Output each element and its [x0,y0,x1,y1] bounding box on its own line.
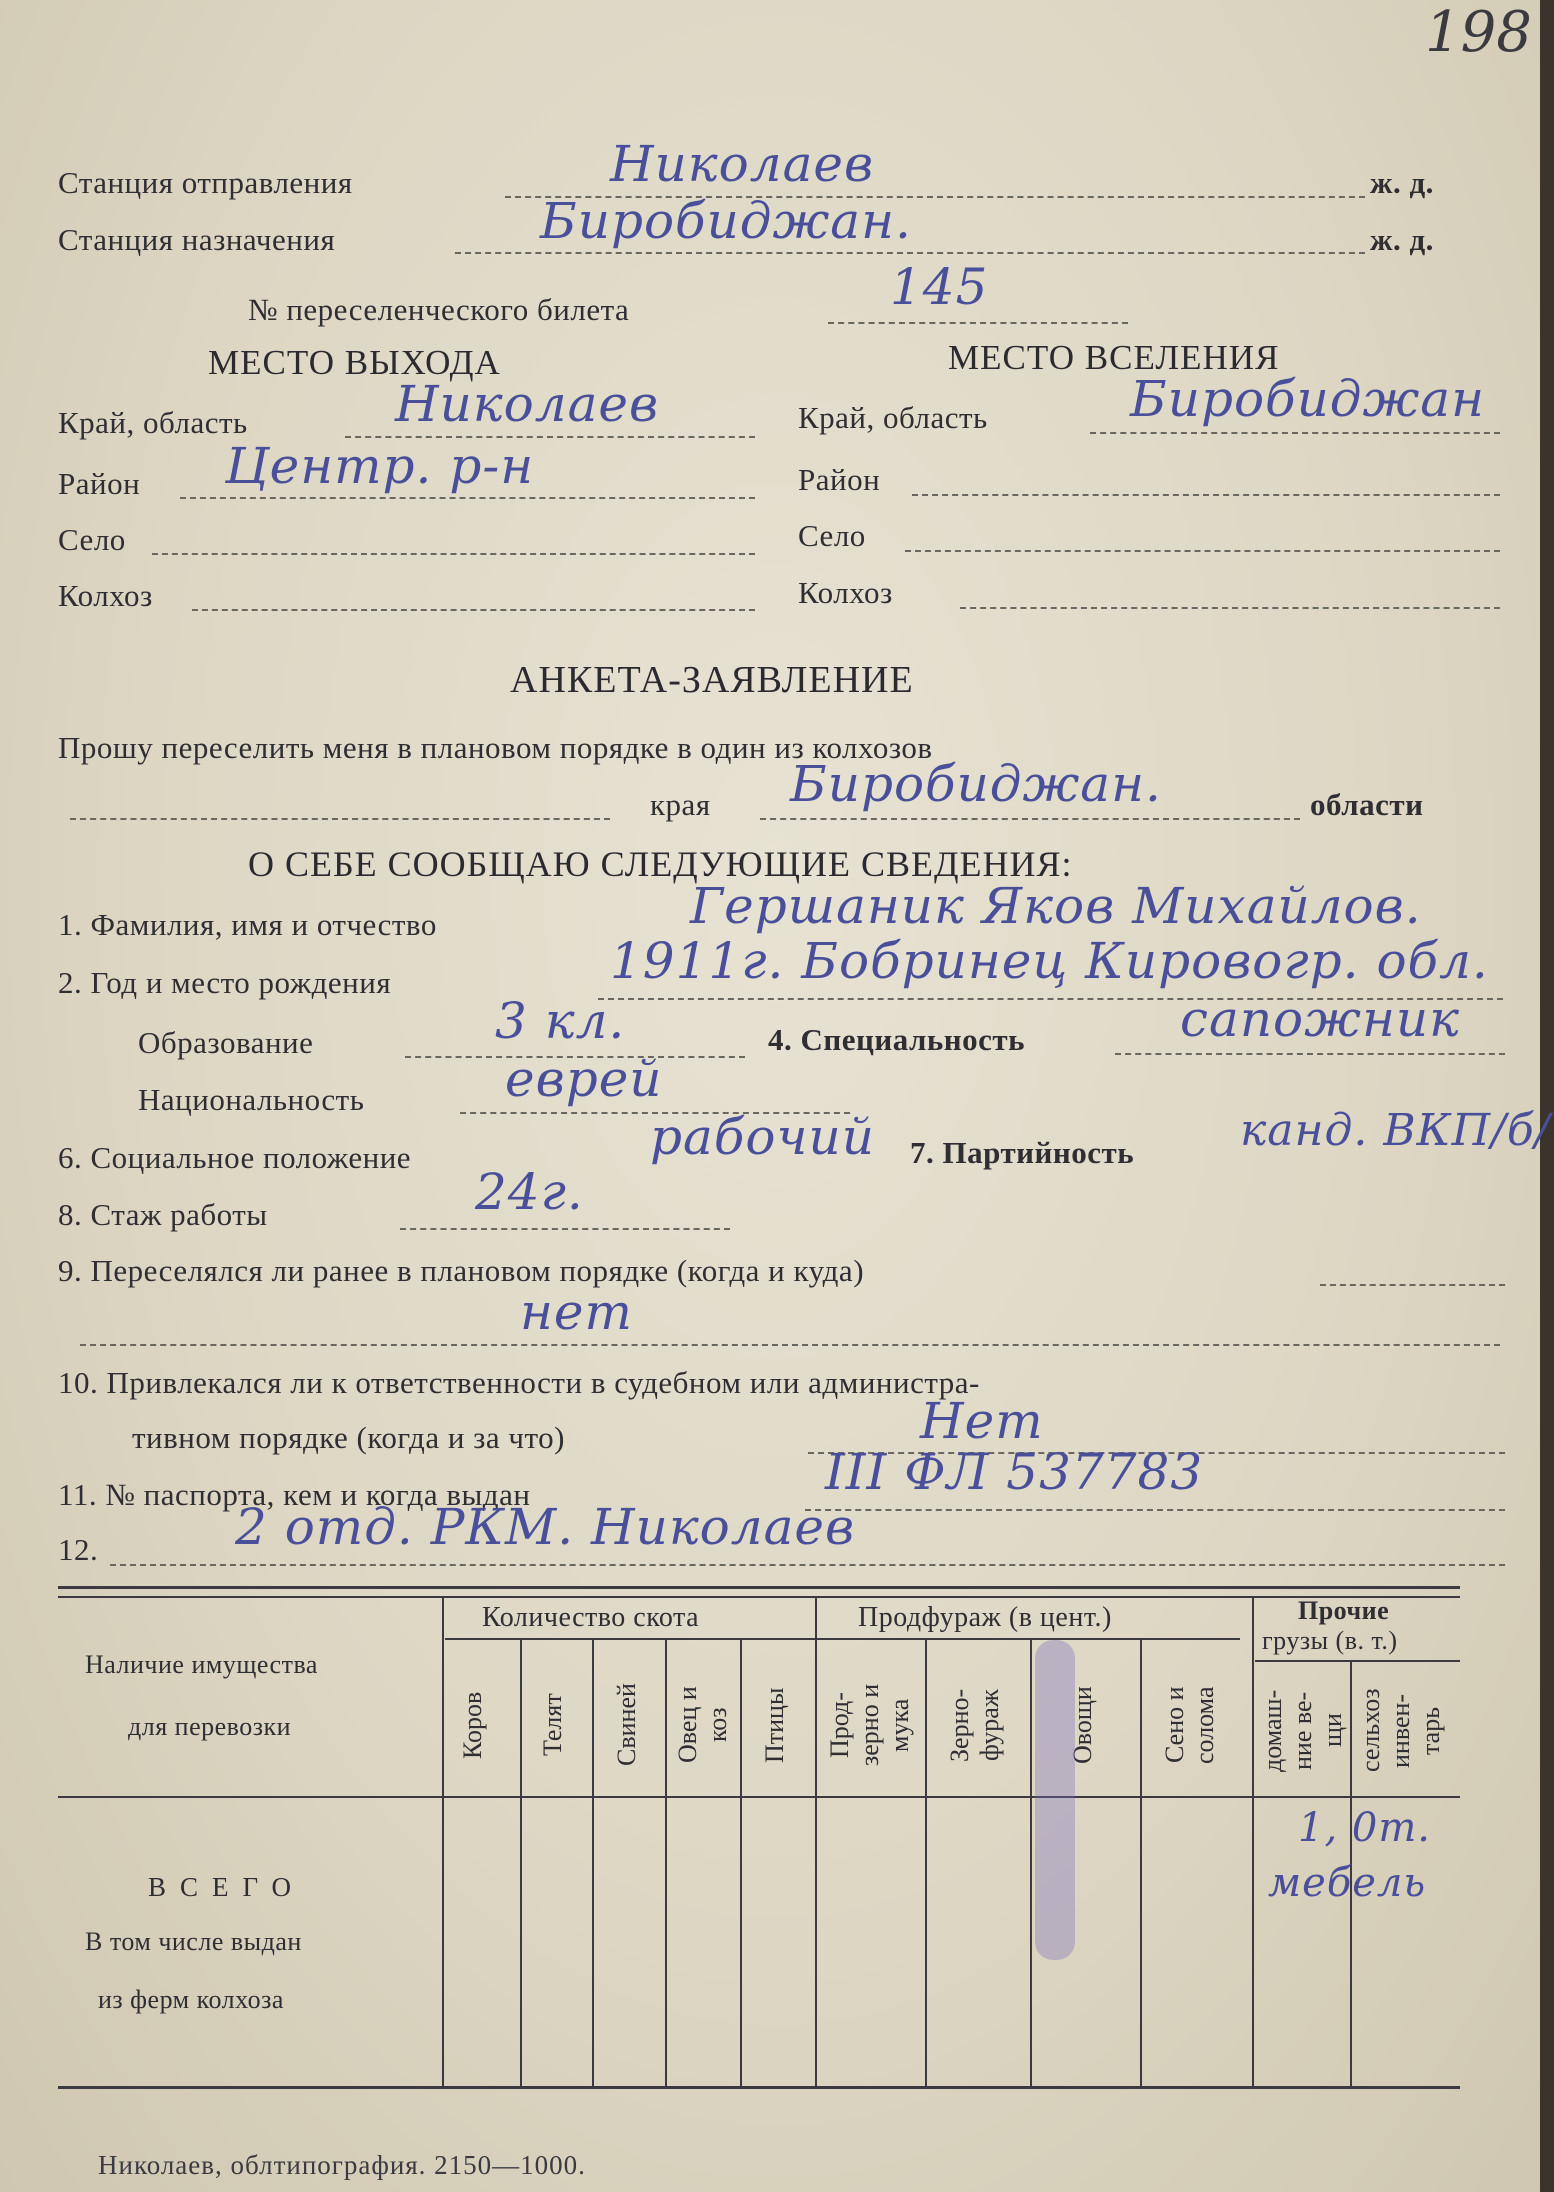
q8-value: 24г. [475,1163,584,1221]
ink-stamp-mark [1035,1640,1075,1960]
request-text: Прошу переселить меня в плановом порядке в один из колхозов [58,730,933,765]
col-poultry: Птицы [760,1687,789,1763]
q9-label: 9. Переселялся ли ранее в плановом порядке (когда и куда) [58,1253,865,1288]
origin-district-line [180,497,755,499]
origin-district-value: Центр. р-н [225,437,535,495]
q9-line2 [80,1344,1500,1346]
q4-label: 4. Специальность [768,1022,1026,1057]
destination-district-line [912,494,1500,496]
col-veg: Овощи [1068,1686,1097,1764]
q5-value: еврей [505,1050,663,1108]
destination-village-line [905,550,1500,552]
departure-label: Станция отправления [58,165,353,200]
q3-label: Образование [138,1025,314,1060]
q11-line [805,1509,1505,1511]
destination-value: Биробиджан. [540,192,912,250]
destination-district-label: Район [798,462,881,497]
q12-line [110,1564,1505,1566]
origin-kolkhoz-label: Колхоз [58,578,153,613]
q8-line [400,1228,730,1230]
destination-region-value: Биробиджан [1130,370,1486,428]
request-oblast-line [760,818,1300,820]
q10-label-line1: 10. Привлекался ли к ответственности в судебном или администра- [58,1365,980,1400]
col-calves: Телят [538,1693,567,1757]
destination-region-line [1090,432,1500,434]
destination-line [455,252,1365,254]
q1-value: Гершаник Яков Михайлов. [690,877,1422,935]
origin-kolkhoz-line [192,609,755,611]
q1-label: 1. Фамилия, имя и отчество [58,907,437,942]
q9-line [1320,1284,1505,1286]
ticket-label: № переселенческого билета [248,292,630,327]
form-title: АНКЕТА-ЗАЯВЛЕНИЕ [510,659,914,701]
q10-label-line2: тивном порядке (когда и за что) [132,1420,565,1455]
request-kray-line [70,818,610,820]
q7-label: 7. Партийность [910,1135,1135,1170]
ticket-value: 145 [890,258,989,316]
request-value: Биробиджан. [790,755,1162,813]
row-header-line2: для перевозки [128,1712,292,1741]
q2-label: 2. Год и место рождения [58,965,392,1000]
q11-label: 11. № паспорта, кем и когда выдан [58,1477,531,1512]
q2-value: 1911г. Бобринец Кировогр. обл. [610,932,1489,990]
destination-kolkhoz-line [960,607,1500,609]
destination-region-label: Край, область [798,400,988,435]
q7-value: канд. ВКП/б/ [1240,1105,1551,1156]
col-sheep: Овец и коз [673,1686,732,1764]
q5-label: Национальность [138,1082,365,1117]
col-cows: Коров [458,1691,487,1759]
q4-value: сапожник [1180,990,1460,1048]
form-subtitle: О СЕБЕ СООБЩАЮ СЛЕДУЮЩИЕ СВЕДЕНИЯ: [248,844,1073,884]
incl-line1: В том числе выдан [85,1927,302,1956]
col-hay: Сено и солома [1160,1686,1219,1764]
q11-value: III ФЛ 537783 [825,1443,1204,1501]
q8-label: 8. Стаж работы [58,1197,268,1232]
scan-edge [1540,0,1554,2192]
request-kray: края [650,787,711,822]
row-header-line1: Наличие имущества [85,1650,318,1679]
origin-village-line [152,553,755,555]
q12-label: 12. [58,1532,99,1567]
total-label: ВСЕГО [148,1872,305,1902]
destination-rail: ж. д. [1370,222,1434,257]
departure-rail: ж. д. [1370,165,1434,200]
page-number: 198 [1425,0,1532,65]
origin-district-label: Район [58,466,141,501]
destination-label: Станция назначения [58,222,336,257]
col-grain: Прод- зерно и мука [825,1683,914,1767]
destination-village-label: Село [798,518,866,553]
request-oblast: области [1310,787,1424,822]
household-value-line2: мебель [1268,1860,1427,1906]
household-value-line1: 1, 0т. [1298,1805,1431,1851]
incl-line2: из ферм колхоза [98,1985,284,2014]
printer-footer: Николаев, облтипография. 2150—1000. [98,2150,586,2180]
origin-region-value: Николаев [395,375,660,433]
group-other-line1: Прочие [1298,1596,1390,1625]
q6-label: 6. Социальное положение [58,1140,412,1175]
q4-line [1115,1053,1505,1055]
origin-region-label: Край, область [58,405,248,440]
q3-value: 3 кл. [495,992,626,1050]
origin-heading: МЕСТО ВЫХОДА [208,343,501,382]
col-feedgrain: Зерно- фураж [945,1688,1004,1762]
destination-kolkhoz-label: Колхоз [798,575,893,610]
q10-value: Нет [920,1392,1044,1450]
col-household: домаш- ние ве- щи [1258,1689,1347,1772]
q6-value: рабочий [650,1108,875,1166]
ticket-line [828,322,1128,324]
origin-village-label: Село [58,522,126,557]
destination-heading: МЕСТО ВСЕЛЕНИЯ [948,338,1280,377]
q9-value: нет [520,1283,633,1341]
q12-value: 2 отд. РКМ. Николаев [235,1498,856,1556]
group-livestock: Количество скота [482,1602,700,1633]
group-feed: Продфураж (в цент.) [858,1602,1112,1633]
departure-value: Николаев [610,135,875,193]
col-farmtools: сельхоз инвен- тарь [1356,1688,1445,1773]
group-other-line2: грузы (в. т.) [1262,1626,1398,1655]
col-pigs: Свиней [612,1683,641,1767]
